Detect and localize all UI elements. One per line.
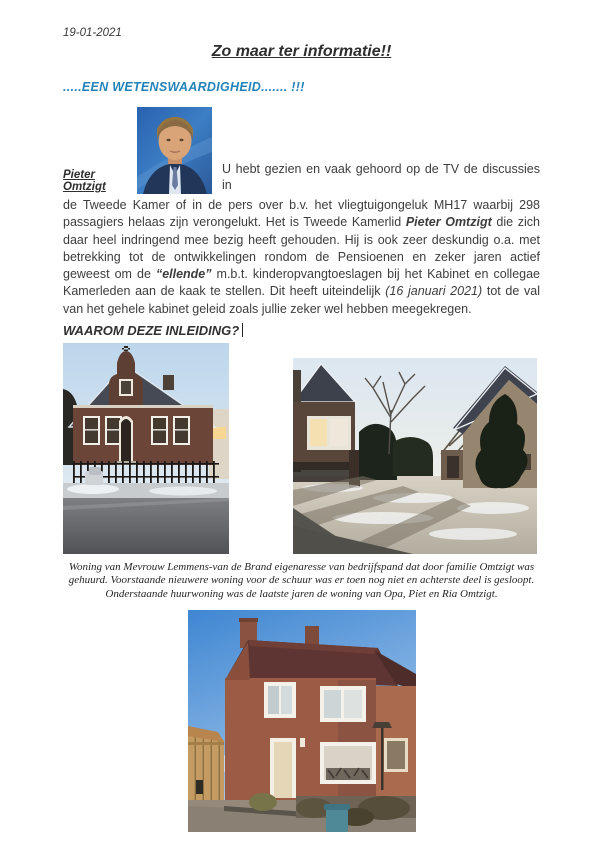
caption-line: Onderstaande huurwoning was de laatste jaren de woning van Opa, Piet en Ria Omtzigt. bbox=[105, 587, 498, 600]
paragraph-text: passagiers helaas zijn verongelukt. Het is Tweede Kamerlid bbox=[63, 215, 406, 230]
photo-house-mevrouw-lemmens-van-de-brand bbox=[63, 343, 229, 554]
caption-line: gehuurd. Voorstaande nieuwere woning voor de schuur was er toen nog niet en achterste deel is gesloopt. bbox=[68, 574, 535, 587]
intro-paragraph bbox=[63, 197, 540, 318]
paragraph-text: (16 januari 2021) bbox=[385, 284, 483, 299]
photo-caption bbox=[63, 561, 540, 601]
paragraph-line bbox=[63, 266, 540, 283]
document-date: 19-01-2021 bbox=[63, 27, 122, 39]
paragraph-text: van het gehele kabinet geleid zoals jullie zeker wel hebben meegekregen. bbox=[63, 301, 472, 316]
intro-row bbox=[63, 107, 540, 194]
paragraph-text: betrekking tot de ontwikkelingen rondom de Pensioenen en zeker jaren actief bbox=[63, 249, 540, 264]
paragraph-line bbox=[63, 232, 540, 249]
paragraph-text: m.b.t. kinderopvangtoeslagen bij het Kabinet en collegae bbox=[211, 267, 541, 282]
section-heading-text: WAAROM DEZE INLEIDING? bbox=[63, 323, 240, 339]
paragraph-text: Pieter Omtzigt bbox=[405, 215, 492, 230]
photo-huurwoning-opa-piet-ria-omtzigt bbox=[188, 610, 416, 832]
photos-row bbox=[63, 343, 540, 554]
paragraph-first-line: U hebt gezien en vaak gehoord op de TV de discussies in bbox=[222, 162, 540, 192]
paragraph-text: die zich bbox=[491, 215, 540, 230]
paragraph-line bbox=[63, 214, 540, 231]
portrait-photo-pieter-omtzigt bbox=[137, 107, 212, 194]
paragraph-line bbox=[63, 249, 540, 266]
paragraph-text: “ellende” bbox=[155, 267, 212, 282]
bottom-photo-wrap bbox=[63, 610, 540, 837]
document-title-text: Zo maar ter informatie!! bbox=[211, 43, 392, 60]
paragraph-text: de Tweede Kamer of in de pers over b.v. het vliegtuigongeluk MH17 waarbij 298 bbox=[63, 198, 540, 212]
caption-line: Woning van Mevrouw Lemmens-van de Brand eigenaresse van bedrijfspand dat door familie Omtzigt was bbox=[68, 561, 535, 574]
paragraph-line bbox=[63, 283, 540, 300]
text-cursor bbox=[242, 323, 243, 337]
paragraph-text: daar heel indringend mee bezig heeft gehouden. Hij is ook zeer deskundig o.a. met bbox=[63, 232, 540, 247]
paragraph-text: tot de val bbox=[482, 284, 540, 299]
section-heading bbox=[63, 323, 540, 338]
paragraph-text: geweest om de bbox=[63, 267, 156, 282]
paragraph-line bbox=[63, 197, 540, 214]
portrait-caption-label: Pieter Omtzigt bbox=[63, 169, 106, 193]
paragraph-text: Kamerleden aan de kaak te stellen. Dit heeft uiteindelijk bbox=[63, 284, 386, 299]
photo-driveway-schuur bbox=[293, 358, 537, 554]
subheading: .....EEN WETENSWAARDIGHEID....... !!! bbox=[63, 80, 305, 94]
document-title bbox=[63, 43, 540, 61]
paragraph-line bbox=[63, 301, 540, 318]
